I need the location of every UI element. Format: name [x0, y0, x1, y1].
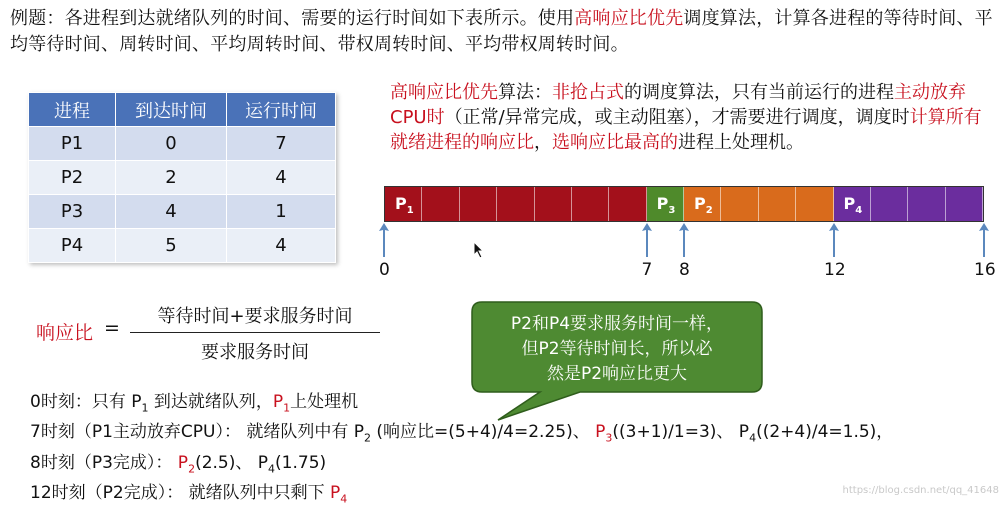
step-subscript: 1 — [283, 401, 291, 415]
up-arrow-icon — [828, 222, 840, 258]
step-text: ((3+1)/1=3)、 P — [612, 422, 750, 443]
segment-label — [694, 194, 713, 216]
step-highlight: P — [595, 422, 606, 443]
time-unit-cell — [609, 187, 646, 221]
step-highlight: P — [177, 452, 189, 473]
gantt-segment-p2 — [684, 187, 834, 221]
callout-line: 但P2等待时间长，所以必 — [521, 339, 713, 359]
step-line — [30, 420, 893, 450]
intro-highlight: 高响应比优先 — [574, 8, 684, 29]
step-text: 12时刻（P2完成）： 就绪队列中只剩下 — [30, 483, 331, 504]
step-line — [30, 481, 893, 511]
problem-statement — [10, 6, 995, 58]
step-subscript: 4 — [268, 462, 276, 476]
table-cell: P3 — [29, 195, 116, 229]
callout-text — [482, 312, 752, 387]
up-arrow-icon — [678, 222, 690, 258]
step-line — [30, 390, 893, 420]
column-header: 运行时间 — [227, 93, 336, 127]
desc-highlight: 高响应比优先 — [390, 82, 498, 103]
table-cell: P4 — [29, 229, 116, 263]
table-cell: 4 — [227, 161, 336, 195]
time-unit-cell — [535, 187, 572, 221]
step-subscript: 2 — [188, 462, 196, 476]
tick-label: 16 — [974, 260, 996, 280]
segment-label — [844, 194, 863, 216]
intro-text-2: 调度算法，计算各进程的等待时间、平均等待时间、周转时间、平均周转时间、带权周转时间、平均带权周转时间。 — [10, 8, 993, 55]
step-text: 0时刻：只有 P — [30, 392, 142, 412]
step-text: (1.75) — [275, 452, 327, 473]
up-arrow-icon — [378, 222, 390, 258]
column-header: 进程 — [29, 93, 116, 127]
formula-denominator: 要求服务时间 — [201, 342, 309, 363]
step-subscript: 2 — [364, 431, 372, 445]
desc-highlight: 选响应比最高的 — [552, 132, 678, 153]
table-cell: P2 — [29, 161, 116, 195]
step-text: 上处理机 — [290, 392, 359, 412]
segment-label-name: P — [656, 194, 669, 213]
segment-label-sub: 1 — [406, 205, 414, 217]
gantt-segment-p1 — [385, 187, 647, 221]
mouse-cursor-icon — [473, 241, 485, 259]
desc-text: ， — [534, 132, 552, 153]
intro-text-1: 例题：各进程到达就绪队列的时间、需要的运行时间如下表所示。使用 — [10, 8, 575, 29]
table-cell: 4 — [116, 195, 227, 229]
table-row — [29, 161, 336, 195]
callout-line: P2和P4要求服务时间一样， — [510, 314, 724, 334]
segment-label-sub: 3 — [668, 205, 676, 217]
step-subscript: 4 — [749, 431, 757, 445]
callout-line: 然是P2响应比更大 — [546, 364, 688, 384]
table-row — [29, 229, 336, 263]
table-cell: 0 — [116, 127, 227, 161]
step-text: ((2+4)/4=1.5)， — [756, 422, 894, 443]
table-cell: 7 — [227, 127, 336, 161]
desc-text: 进程上处理机。 — [678, 132, 804, 153]
table-cell: 2 — [116, 161, 227, 195]
segment-label — [657, 194, 676, 216]
table-cell: 1 — [227, 195, 336, 229]
table-header-row — [29, 93, 336, 127]
column-header: 到达时间 — [116, 93, 227, 127]
segment-label-name: P — [694, 194, 706, 213]
step-text: 7时刻（P1主动放弃CPU）： 就绪队列中有 P — [30, 422, 365, 443]
time-unit-cell — [908, 187, 945, 221]
watermark: https://blog.csdn.net/qq_41648 — [842, 485, 999, 496]
table-row — [29, 195, 336, 229]
desc-highlight: 计算所有就绪进程的响应比 — [390, 107, 982, 153]
up-arrow-icon — [641, 222, 653, 258]
time-unit-cell — [460, 187, 497, 221]
segment-label — [395, 194, 414, 216]
step-text: 8时刻（P3完成）： — [30, 452, 178, 473]
step-subscript: 4 — [340, 492, 348, 506]
process-table — [28, 92, 336, 263]
time-unit-cell — [497, 187, 534, 221]
table-cell: P1 — [29, 127, 116, 161]
algorithm-description — [390, 80, 985, 155]
table-cell: 5 — [116, 229, 227, 263]
tick-label: 0 — [379, 260, 390, 280]
time-unit-cell — [422, 187, 459, 221]
step-subscript: 3 — [605, 431, 613, 445]
schedule-steps — [30, 390, 893, 512]
desc-text: 的调度算法，只有当前运行的进程 — [624, 82, 894, 103]
step-subscript: 1 — [141, 401, 149, 415]
desc-highlight: 非抢占式 — [552, 82, 624, 103]
desc-text: （正常/异常完成，或主动阻塞），才需要进行调度，调度时 — [444, 107, 910, 128]
desc-text: 算法： — [498, 82, 552, 103]
segment-label-name: P — [843, 194, 856, 213]
step-line — [30, 451, 893, 481]
desc-highlight: 主动放弃CPU时 — [390, 82, 966, 128]
table-row — [29, 127, 336, 161]
gantt-timeline — [384, 186, 984, 222]
table-cell: 4 — [227, 229, 336, 263]
formula-numerator: 等待时间+要求服务时间 — [157, 306, 353, 327]
step-highlight: P — [330, 483, 341, 504]
time-unit-cell — [796, 187, 833, 221]
gantt-segment-p3 — [647, 187, 684, 221]
step-text: (2.5)、 P — [195, 452, 269, 473]
segment-label-sub: 2 — [705, 205, 713, 217]
tick-label: 8 — [679, 260, 690, 280]
segment-label-name: P — [395, 194, 407, 213]
tick-label: 12 — [824, 260, 846, 280]
step-highlight: P — [272, 392, 284, 412]
segment-label-sub: 4 — [855, 205, 863, 217]
time-unit-cell — [759, 187, 796, 221]
equals-sign: = — [104, 317, 120, 339]
up-arrow-icon — [978, 222, 990, 258]
time-unit-cell — [871, 187, 908, 221]
fraction-line — [130, 332, 380, 333]
time-unit-cell — [572, 187, 609, 221]
gantt-segment-p4 — [834, 187, 984, 221]
step-text: 到达就绪队列， — [148, 392, 273, 412]
step-text: (响应比=(5+4)/4=2.25)、 — [371, 422, 596, 443]
response-ratio-label: 响应比 — [36, 322, 94, 344]
time-unit-cell — [721, 187, 758, 221]
tick-label: 7 — [641, 260, 653, 280]
time-unit-cell — [946, 187, 983, 221]
